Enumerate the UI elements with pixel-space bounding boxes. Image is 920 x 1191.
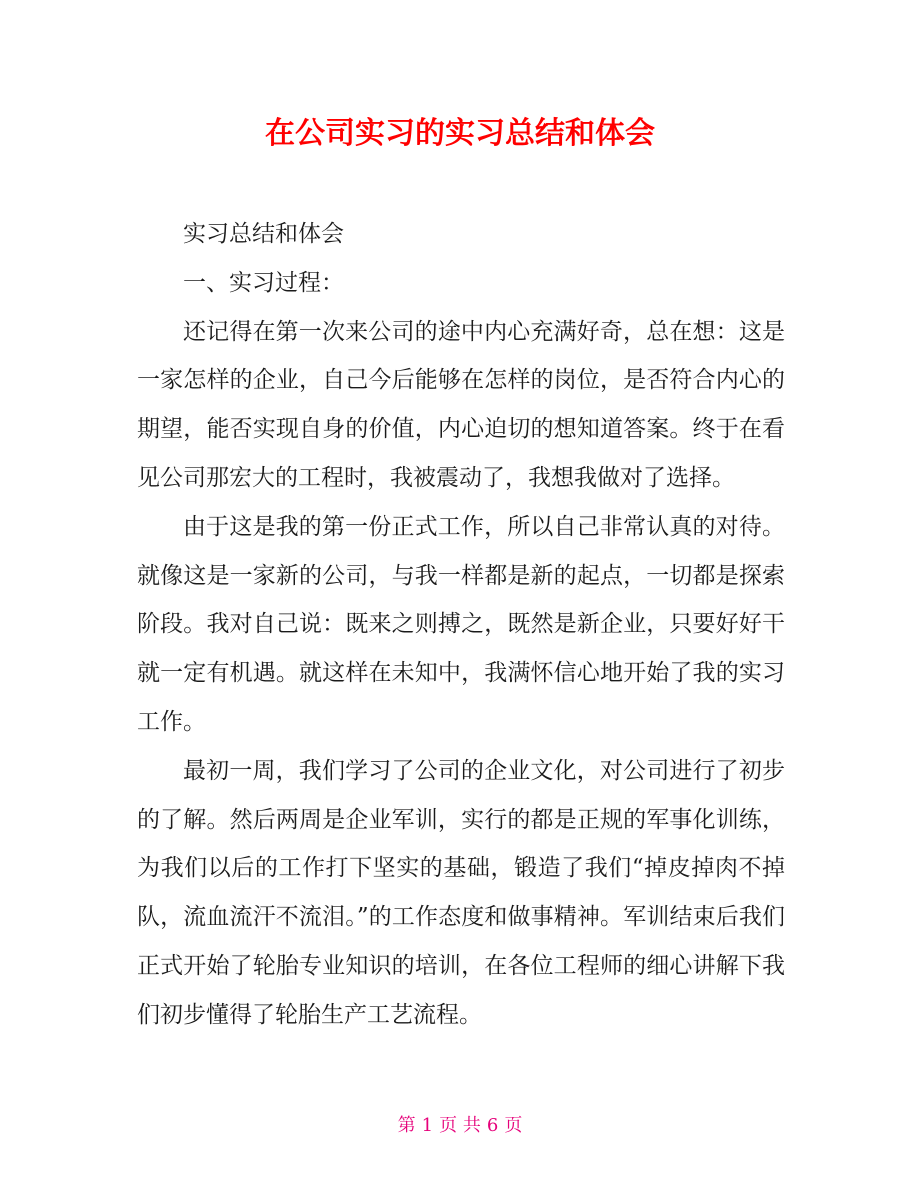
- document-title: 在公司实习的实习总结和体会: [265, 116, 655, 151]
- page-label-prefix: 第: [397, 1115, 416, 1136]
- body-paragraph: 还记得在第一次来公司的途中内心充满好奇，总在想：这是一家怎样的企业，自己今后能够在怎样的岗位，是否符合内心的期望，能否实现自身的价值，内心迫切的想知道答案。终于在看见公司那宏大的工程时，我被震动了，我想我做对了选择。: [137, 318, 785, 491]
- section-heading: 实习总结和体会: [183, 221, 344, 247]
- document-body: [137, 210, 785, 1040]
- subsection-heading: 一、实习过程：: [183, 269, 344, 296]
- total-pages-number: 6: [486, 1115, 499, 1136]
- page-label-mid: 页 共: [439, 1115, 481, 1136]
- page-label-suffix: 页: [504, 1115, 523, 1136]
- page-footer: [0, 1112, 920, 1140]
- body-paragraph: 最初一周，我们学习了公司的企业文化，对公司进行了初步的了解。然后两周是企业军训，实行的都是正规的军事化训练，为我们以后的工作打下坚实的基础，锻造了我们“掉皮掉肉不掉队，流血流汗不流泪。”的工作态度和做事精神。军训结束后我们正式开始了轮胎专业知识的培训，在各位工程师的细心讲解下我们初步懂得了轮胎生产工艺流程。: [137, 757, 785, 1028]
- current-page-number: 1: [421, 1115, 434, 1136]
- body-paragraph: 由于这是我的第一份正式工作，所以自己非常认真的对待。就像这是一家新的公司，与我一样都是新的起点，一切都是探索阶段。我对自己说：既来之则搏之，既然是新企业，只要好好干就一定有机遇。就这样在未知中，我满怀信心地开始了我的实习工作。: [137, 513, 785, 735]
